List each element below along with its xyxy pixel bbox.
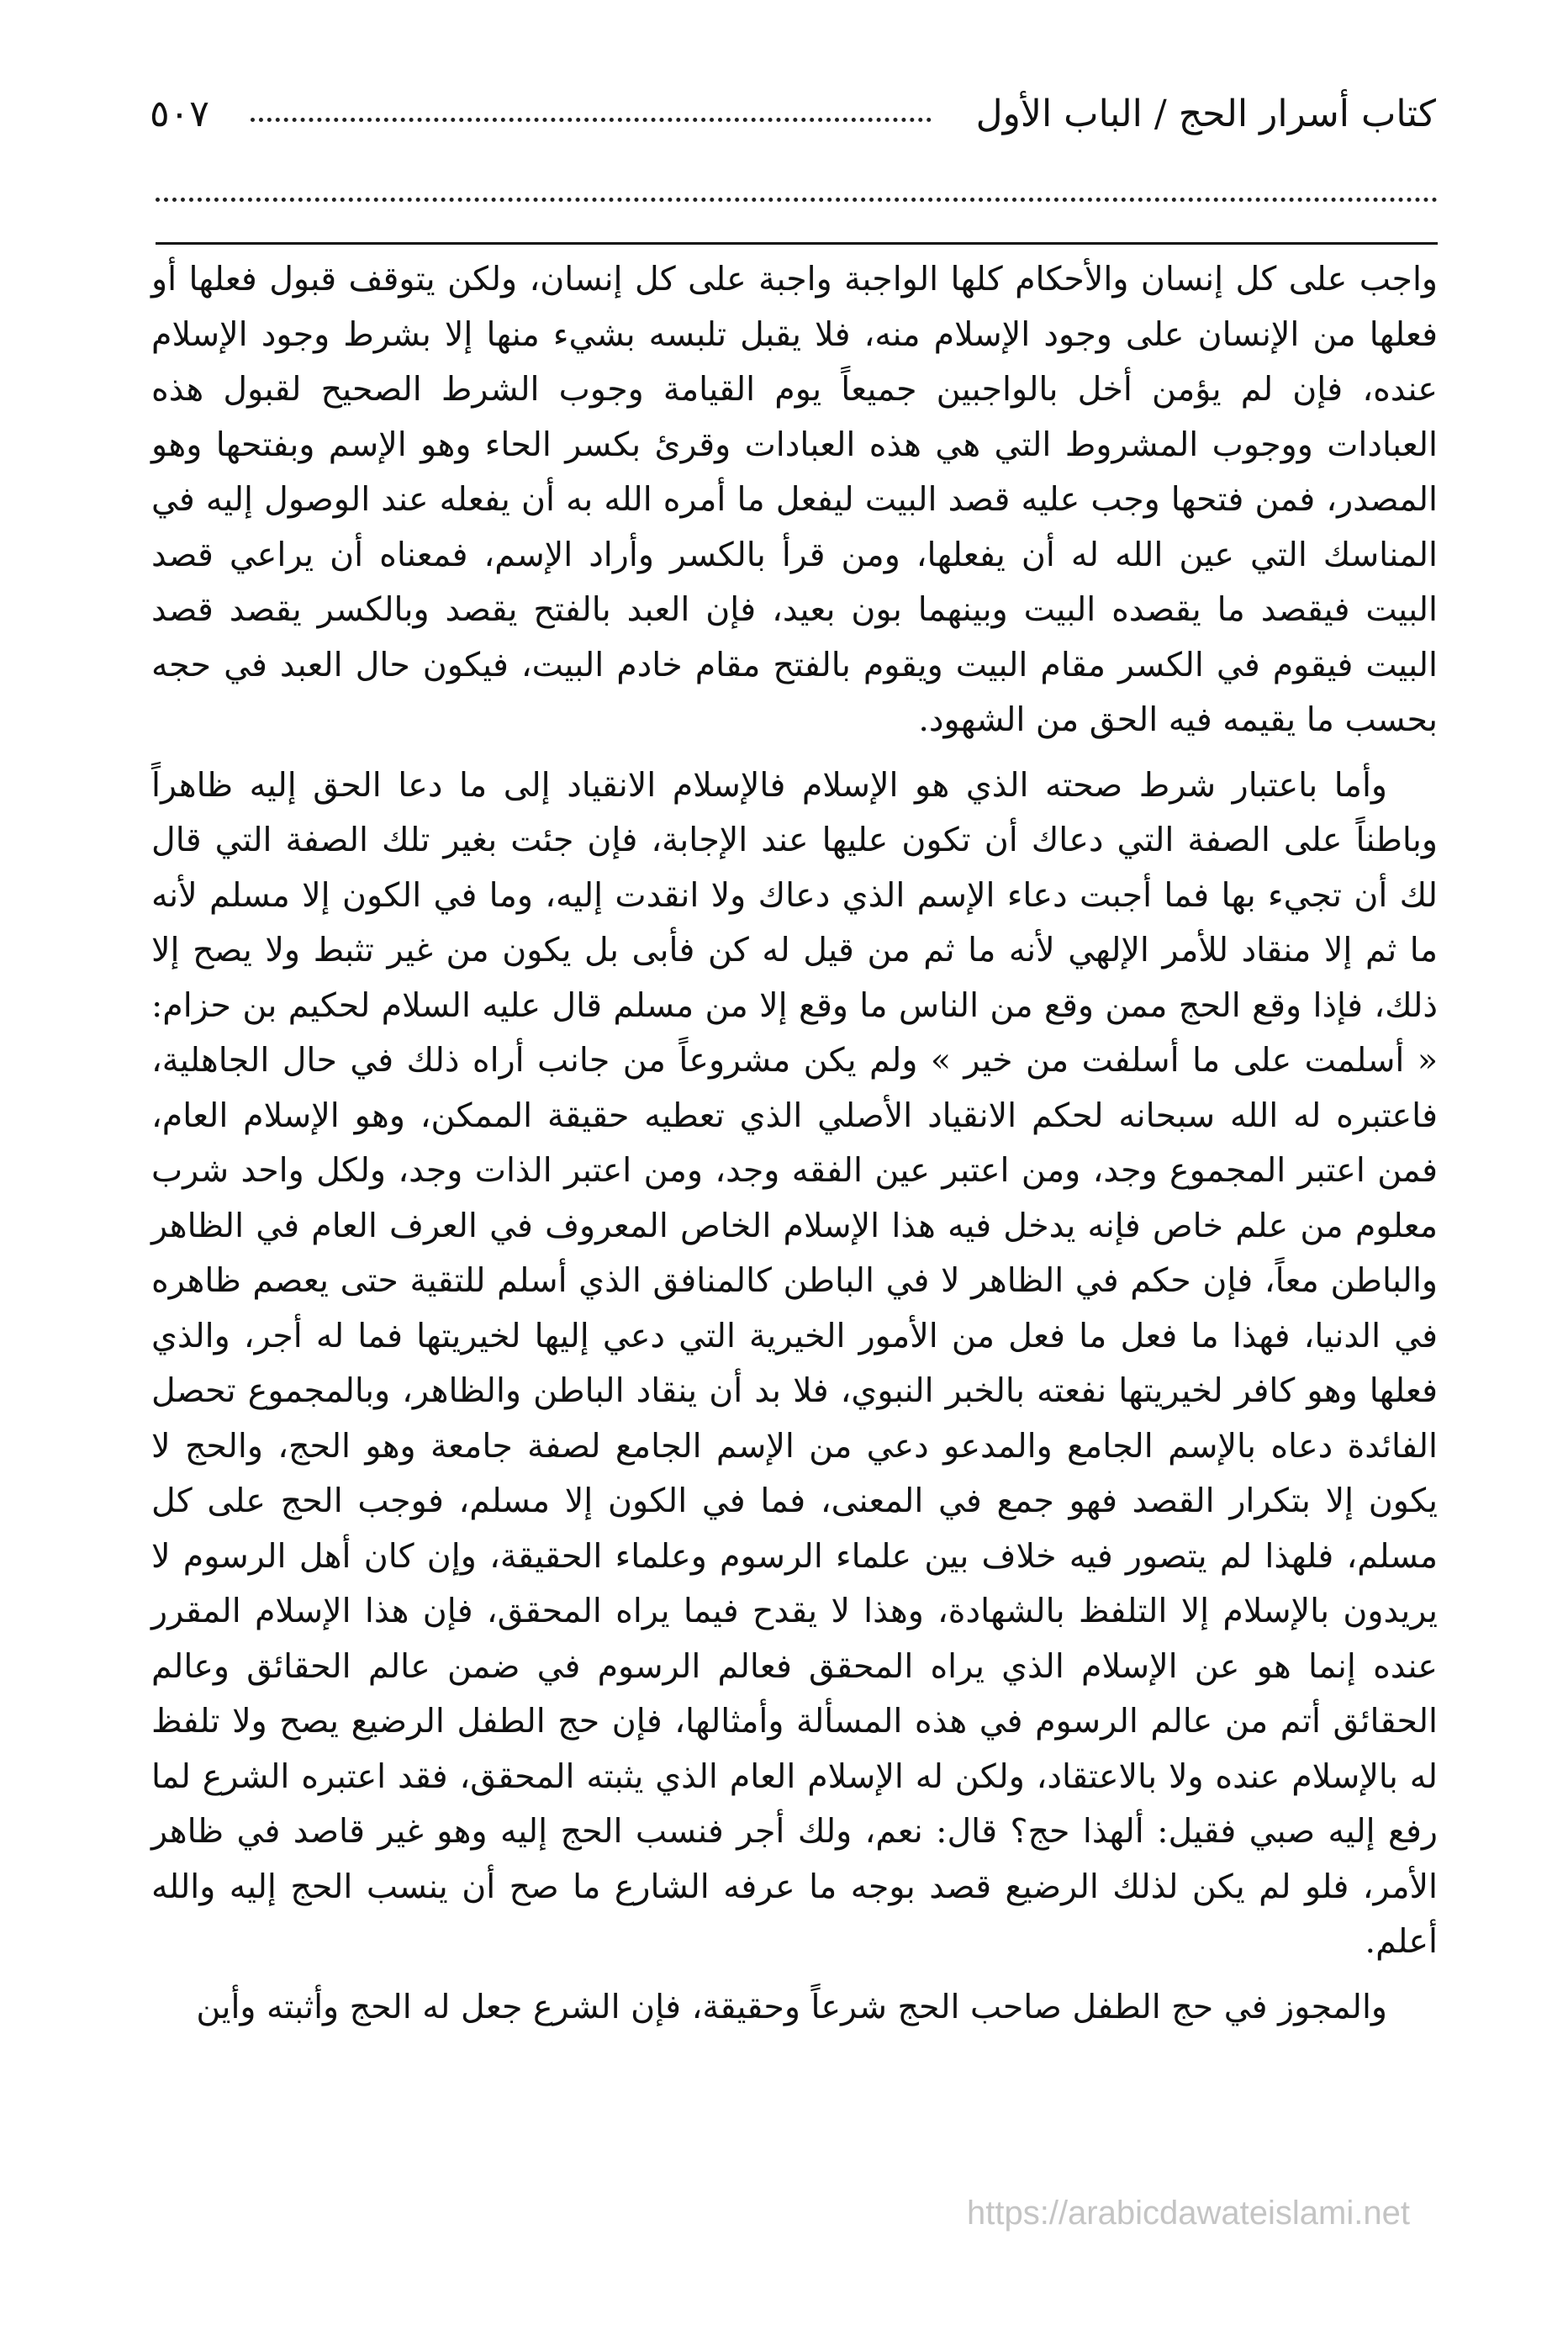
body-text (151, 252, 1438, 2045)
watermark: https://arabicdawateislami.net (967, 2195, 1410, 2232)
header-dot-leader (251, 118, 932, 122)
paragraph-1: واجب على كل إنسان والأحكام كلها الواجبة واجبة على كل إنسان، ولكن يتوقف قبول فعلها أو فعلها من الإنسان على وجود الإسلام منه، فلا يقبل تلبسه بشيء منها إلا بشرط وجود الإسلام عنده، فإن لم يؤمن أخل بالواجبين جميعاً يوم القيامة وجوب الشرط الصحيح لقبول هذه العبادات ووجوب المشروط التي هي هذه العبادات وقرئ بكسر الحاء وهو الإسم وبفتحها وهو المصدر، فمن فتحها وجب عليه قصد البيت ليفعل ما أمره الله به أن يفعله عند الوصول إليه في المناسك التي عين الله له أن يفعلها، ومن قرأ بالكسر وأراد الإسم، فمعناه أن يراعي قصد البيت فيقصد ما يقصده البيت وبينهما بون بعيد، فإن العبد بالفتح يقصد وبالكسر يقصد قصد البيت فيقوم في الكسر مقام البيت ويقوم بالفتح مقام خادم البيت، فيكون حال العبد في حجه بحسب ما يقيمه فيه الحق من الشهود. (151, 260, 1439, 739)
page-header (150, 84, 1436, 151)
running-title: كتاب أسرار الحج / الباب الأول (975, 92, 1436, 135)
paragraph-2: وأما باعتبار شرط صحته الذي هو الإسلام فالإسلام الانقياد إلى ما دعا الحق إليه ظاهراً وباطناً على الصفة التي دعاك أن تكون عليها عند الإجابة، فإن جئت بغير تلك الصفة التي قال لك أن تجيء بها فما أجبت دعاء الإسم الذي دعاك ولا انقدت إليه، وما في الكون إلا مسلم لأنه ما ثم إلا منقاد للأمر الإلهي لأنه ما ثم من قيل له كن فأبى بل يكون من غير تثبط ولا يصح إلا ذلك، فإذا وقع الحج ممن وقع من الناس ما وقع إلا من مسلم قال عليه السلام لحكيم بن حزام: « أسلمت على ما أسلفت من خير » ولم يكن مشروعاً من جانب أراه ذلك في حال الجاهلية، فاعتبره له الله سبحانه لحكم الانقياد الأصلي الذي تعطيه حقيقة الممكن، وهو الإسلام العام، فمن اعتبر المجموع وجد، ومن اعتبر عين الفقه وجد، ومن اعتبر الذات وجد، ولكل واحد شرب معلوم من علم خاص فإنه يدخل فيه هذا الإسلام الخاص المعروف في العرف العام في الظاهر والباطن معاً، فإن حكم في الظاهر لا في الباطن كالمنافق الذي أسلم للتقية حتى يعصم ظاهره في الدنيا، فهذا ما فعل ما فعل من الأمور الخيرية التي دعي إليها لخيريتها فما له أجر، والذي فعلها وهو كافر لخيريتها نفعته بالخبر النبوي، فلا بد أن ينقاد الباطن والظاهر، وبالمجموع تحصل الفائدة دعاه بالإسم الجامع والمدعو دعي من الإسم الجامع لصفة جامعة وهو الحج، والحج لا يكون إلا بتكرار القصد فهو جمع في المعنى، فما في الكون إلا مسلم، فوجب الحج على كل مسلم، فلهذا لم يتصور فيه خلاف بين علماء الرسوم وعلماء الحقيقة، وإن كان أهل الرسوم لا يريدون بالإسلام إلا التلفظ بالشهادة، وهذا لا يقدح فيما يراه المحقق، فإن هذا الإسلام المقرر عنده إنما هو عن الإسلام الذي يراه المحقق فعالم الرسوم في ضمن عالم الحقائق وعالم الحقائق أتم من عالم الرسوم في هذه المسألة وأمثالها، فإن حج الطفل الرضيع يصح ولا تلفظ له بالإسلام عنده ولا بالاعتقاد، ولكن له الإسلام العام الذي يثبته المحقق، فقد اعتبره الشرع لما رفع إليه صبي فقيل: ألهذا حج؟ قال: نعم، ولك أجر فنسب الحج إليه وهو غير قاصد في ظاهر الأمر، فلو لم يكن لذلك الرضيع قصد بوجه ما عرفه الشارع ما صح أن ينسب الحج إليه والله أعلم. (151, 765, 1438, 1961)
header-solid-rule (156, 242, 1438, 245)
paragraph-3: والمجوز في حج الطفل صاحب الحج شرعاً وحقيقة، فإن الشرع جعل له الحج وأثبته وأين (196, 1987, 1387, 2026)
page-number: ٥٠٧ (150, 92, 209, 135)
header-dotted-rule (156, 198, 1438, 202)
